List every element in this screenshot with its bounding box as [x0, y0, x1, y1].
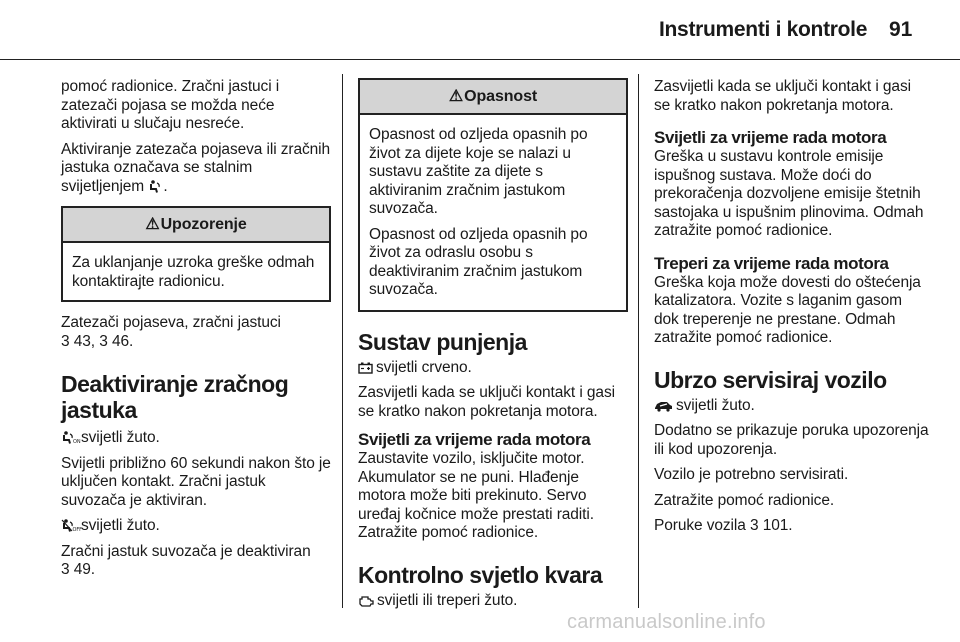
- airbag-on-icon: [61, 431, 81, 445]
- paragraph: Zasvijetli kada se uključi kontakt i gasi se kratko nakon pokretanja motora.: [358, 384, 615, 420]
- danger-box-text: Opasnost od ozljeda opasnih po život za odraslu osobu s deaktiviranim zračnim jastukom suvozača.: [369, 225, 588, 298]
- paragraph: Zaustavite vozilo, isključite motor. Akumulator se ne puni. Hlađenje motora može biti prekinuto. Servo uređaj kočnice može prestati raditi. Zatražite pomoć radionice.: [358, 450, 594, 541]
- heading-flashing: Treperi za vrijeme rada motora: [654, 253, 889, 273]
- paragraph: Zatezači pojaseva, zračni jastuci 3 43, 3 46.: [61, 314, 281, 350]
- paragraph: Svijetli približno 60 sekundi nakon što je uključen kontakt. Zračni jastuk suvozača je aktiviran.: [61, 454, 331, 509]
- column-divider-left: [342, 74, 343, 608]
- svg-text:ON: ON: [73, 439, 81, 445]
- paragraph: Zračni jastuk suvozača je deaktiviran 3 49.: [61, 542, 311, 578]
- paragraph: Greška u sustavu kontrole emisije ispušnog sustava. Može doći do prekoračenja dozvoljene emisije štetnih sastojaka u ispušnim plinovima. Odmah zatražite pomoć radionice.: [654, 148, 924, 239]
- paragraph: Vozilo je potrebno servisirati.: [654, 466, 849, 483]
- paragraph: Poruke vozila 3 101.: [654, 517, 793, 534]
- paragraph: ON svijetli žuto.: [61, 429, 331, 448]
- watermark: carmanualsonline.info: [567, 611, 766, 633]
- paragraph: svijetli ili treperi žuto.: [358, 592, 628, 611]
- warning-box-text: Za uklanjanje uzroka greške odmah kontaktirajte radionicu.: [72, 254, 315, 290]
- danger-box-header: [360, 80, 626, 115]
- warning-triangle-icon: ⚠: [448, 88, 464, 105]
- paragraph: svijetli crveno.: [358, 359, 628, 378]
- warning-box-title: Upozorenje: [160, 216, 247, 233]
- heading-malfunction-light: Kontrolno svjetlo kvara: [358, 561, 603, 588]
- warning-box: [61, 206, 331, 302]
- paragraph: Zatražite pomoć radionice.: [654, 491, 835, 509]
- danger-box-text: Opasnost od ozljeda opasnih po život za dijete koje se nalazi u sustavu zaštite za dijete s aktiviranim zračnim jastukom suvozača.: [369, 126, 588, 217]
- engine-check-icon: [358, 595, 374, 607]
- paragraph: Dodatno se prikazuje poruka upozorenja ili kod upozorenja.: [654, 422, 929, 458]
- column-2: [358, 78, 628, 617]
- paragraph: Zasvijetli kada se uključi kontakt i gasi se kratko nakon pokretanja motora.: [654, 78, 911, 114]
- warning-box-header: [63, 208, 329, 243]
- paragraph: Greška koja može dovesti do oštećenja katalizatora. Vozite s laganim gasom dok treperenje ne prestane. Odmah zatražite pomoć radionice.: [654, 273, 921, 346]
- danger-box-title: Opasnost: [464, 88, 538, 105]
- paragraph: pomoć radionice. Zračni jastuci i zatezači pojasa se možda neće aktivirati u slučaju nesreće.: [61, 78, 280, 132]
- battery-icon: [358, 362, 373, 374]
- xref-arrow-icon: 3: [61, 561, 70, 578]
- paragraph: OFF svijetli žuto.: [61, 517, 331, 536]
- xref-arrow-icon: 3: [749, 517, 759, 534]
- column-3: [654, 78, 929, 543]
- heading-charging-system: Sustav punjenja: [358, 328, 527, 355]
- page-number: 91: [889, 18, 913, 41]
- xref-page[interactable]: 46: [111, 332, 130, 350]
- heading-running: Svijetli za vrijeme rada motora: [654, 128, 887, 147]
- column-1: [61, 78, 331, 587]
- heading-service-soon: Ubrzo servisiraj vozilo: [654, 366, 887, 393]
- danger-box: [358, 78, 628, 312]
- heading-running: Svijetli za vrijeme rada motora: [358, 430, 591, 449]
- service-car-icon: [654, 400, 673, 412]
- airbag-seat-icon: [148, 180, 160, 193]
- xref-page[interactable]: 101.: [762, 517, 793, 534]
- xref-arrow-icon: 3: [61, 332, 70, 350]
- heading-deactivation: Deaktiviranje zračnog jastuka: [61, 371, 289, 423]
- xref-page[interactable]: 49: [73, 561, 91, 578]
- header-title: Instrumenti i kontrole: [659, 18, 868, 41]
- paragraph: svijetli žuto.: [654, 397, 929, 416]
- column-divider-right: [638, 74, 639, 608]
- xref-arrow-icon: 3: [99, 332, 108, 350]
- header-divider: [0, 59, 960, 60]
- paragraph: Aktiviranje zatezača pojaseva ili zračnih jastuka označava se stalnim svijetljenjem .: [61, 140, 331, 195]
- warning-triangle-icon: ⚠: [145, 216, 160, 233]
- svg-text:OFF: OFF: [72, 527, 82, 533]
- airbag-off-icon: [61, 519, 82, 533]
- xref-page[interactable]: 43: [73, 332, 91, 350]
